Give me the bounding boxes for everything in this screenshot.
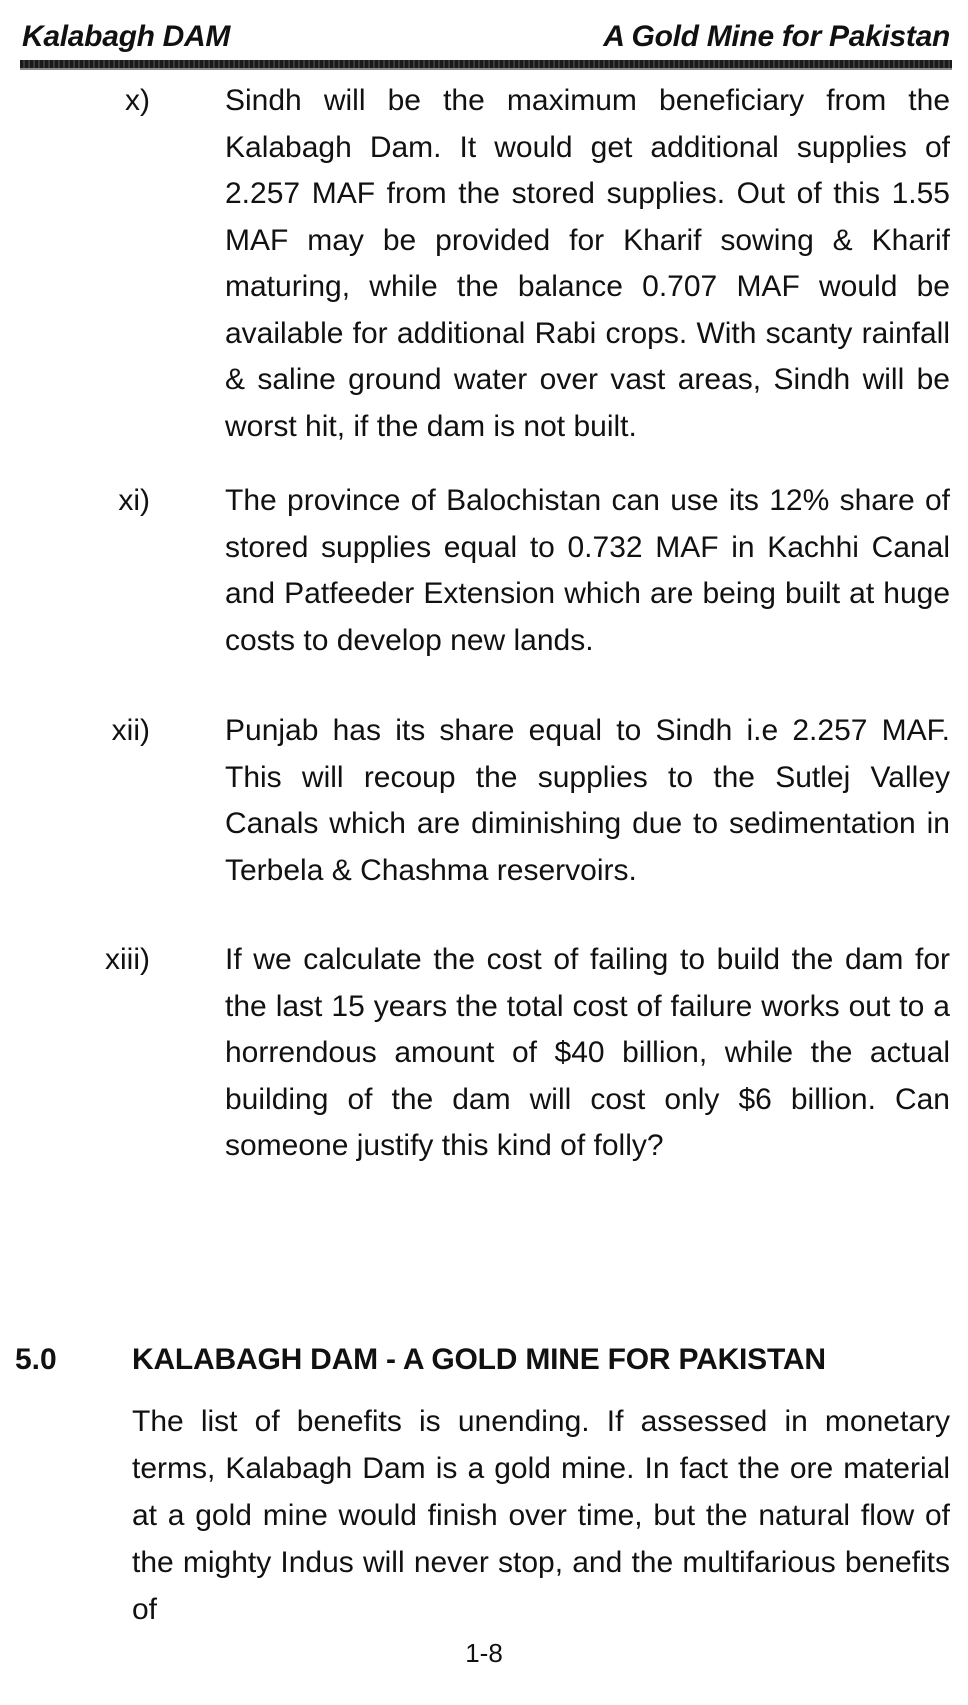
section-paragraph: The list of benefits is unending. If assessed in monetary terms, Kalabagh Dam is a gold mine. In fact the ore material at a gold mine would finish over time, but the natural flow of the mighty Indus will never stop, and the multifarious benefits of <box>132 1405 950 1626</box>
list-item-number: x) <box>125 84 150 117</box>
header-chapter-title: A Gold Mine for Pakistan <box>603 20 950 53</box>
running-header <box>22 14 950 54</box>
list-item-text: Punjab has its share equal to Sindh i.e 2.257 MAF. This will recoup the supplies to the Sutlej Valley Canals which are diminishing due to sedimentation in Terbela & Chashma reservoirs. <box>225 714 950 887</box>
header-book-title: Kalabagh DAM <box>22 20 231 53</box>
list-item-number: xii) <box>111 714 150 747</box>
list-item-number: xiii) <box>105 943 150 976</box>
section-title: KALABAGH DAM - A GOLD MINE FOR PAKISTAN <box>132 1343 826 1376</box>
header-rule <box>20 60 952 70</box>
section-number: 5.0 <box>15 1343 57 1376</box>
list-item-number: xi) <box>118 484 150 517</box>
page-number: 1-8 <box>465 1638 503 1668</box>
list-item-text: The province of Balochistan can use its 12% share of stored supplies equal to 0.732 MAF in Kachhi Canal and Patfeeder Extension which are being built at huge costs to develop new lands. <box>225 484 950 657</box>
list-item-text: If we calculate the cost of failing to build the dam for the last 15 years the total cost of failure works out to a horrendous amount of $40 billion, while the actual building of the dam will cost only $6 billion. Can someone justify this kind of folly? <box>225 943 950 1162</box>
list-item-text: Sindh will be the maximum beneficiary from the Kalabagh Dam. It would get additional supplies of 2.257 MAF from the stored supplies. Out of this 1.55 MAF may be provided for Kharif sowing & Kharif maturing, while the balance 0.707 MAF would be available for additional Rabi crops. With scanty rainfall & saline ground water over vast areas, Sindh will be worst hit, if the dam is not built. <box>225 84 950 443</box>
section-heading <box>15 1336 955 1384</box>
